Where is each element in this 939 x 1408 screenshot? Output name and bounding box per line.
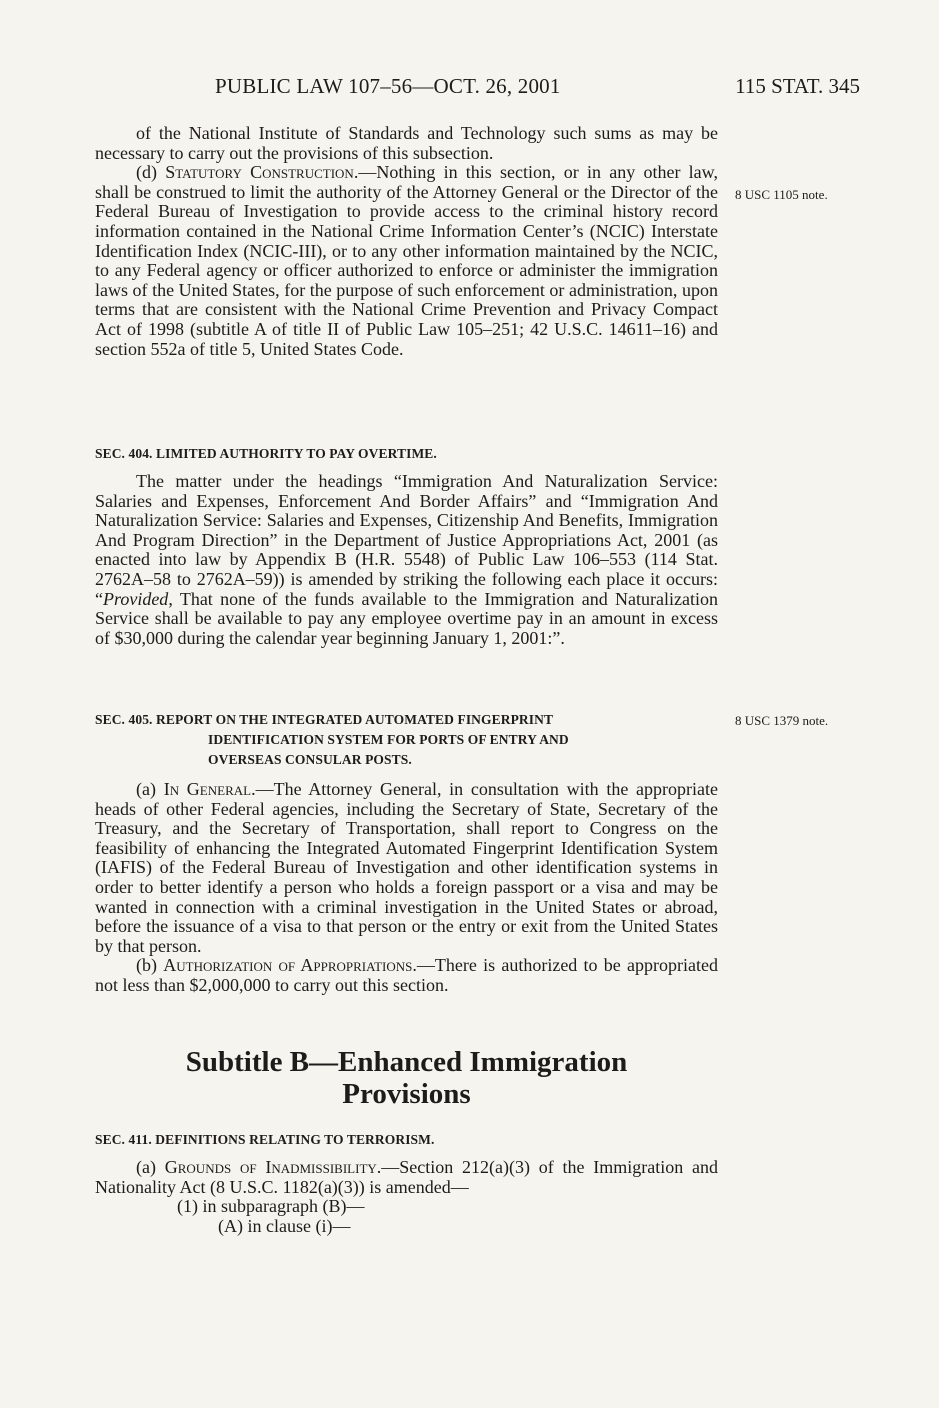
main-text-block-1: [95, 124, 718, 359]
continuation-paragraph: of the National Institute of Standards and Technology such sums as may be necessary to carry out the provisions of this subsection.: [95, 123, 718, 163]
sec-405-heading-line-3: OVERSEAS CONSULAR POSTS.: [208, 752, 412, 767]
subtitle-line-1: Subtitle B—Enhanced Immigration: [185, 1046, 628, 1078]
subsection-d-text: .—Nothing in this section, or in any other law, shall be construed to limit the authority of the Attorney General or the Director of the Federal Bureau of Investigation to provide access to the criminal history record information contained in the National Crime Information Center’s (NCIC) Interstate Identification Index (NCIC-III), or to any other information maintained by the NCIC, to any Federal agency or officer authorized to enforce or administer the immigration laws of the United States, for the purpose of such enforcement or administration, upon terms that are consistent with the National Crime Prevention and Privacy Compact Act of 1998 (subtitle A of title II of Public Law 105–251; 42 U.S.C. 14611–16) and section 552a of title 5, United States Code.: [95, 162, 718, 359]
sec-404-heading: SEC. 404. LIMITED AUTHORITY TO PAY OVERTIME.: [95, 446, 437, 461]
sec-405-heading-line-2: IDENTIFICATION SYSTEM FOR PORTS OF ENTRY AND: [208, 732, 569, 747]
sec-411-subsection-a: [95, 1158, 718, 1197]
sec-404-block: [95, 444, 718, 648]
subsection-a-number: (a): [136, 779, 164, 799]
paragraph-1: (1) in subparagraph (B)—: [177, 1196, 365, 1217]
subsection-d-number: (d): [136, 162, 166, 183]
subsection-b-text: .—There is authorized to be appropriated not less than $2,000,000 to carry out this section.: [95, 955, 718, 995]
subtitle-heading: [95, 1046, 718, 1110]
subsection-d: [95, 163, 718, 359]
subtitle-line-2: Provisions: [342, 1078, 471, 1110]
sec-411-a-caption: Grounds of Inadmissibility: [164, 1157, 377, 1177]
sec-411-a-number: (a): [136, 1157, 165, 1177]
subsection-b-number: (b): [136, 955, 164, 976]
stat-citation: 115 STAT. 345: [735, 74, 860, 98]
subsection-b-caption: Authorization of Appropriations: [163, 955, 413, 976]
subsection-d-caption: Statutory Construction: [165, 162, 354, 183]
sec-411-heading: SEC. 411. DEFINITIONS RELATING TO TERRORISM.: [95, 1132, 435, 1147]
sec-405-block: [95, 710, 718, 996]
running-head: PUBLIC LAW 107–56—OCT. 26, 2001: [215, 74, 561, 98]
margin-note-sec-d: 8 USC 1105 note.: [735, 187, 828, 202]
sec-405-subsection-b: [95, 956, 718, 995]
page-header: [95, 74, 860, 104]
sec-404-text-a: The matter under the headings “Immigration And Naturalization Service: Salaries and Expenses, Enforcement And Border Affairs” and “Immigration And Naturalization Service: Salaries and Expenses, Citizenship And Benefits, Immigration And Program Direction” in the Department of Justice Appropriations Act, 2001 (as enacted into law by Appendix B (H.R. 5548) of Public Law 106–553 (114 Stat. 2762A–58 to 2762A–59)) is amended by striking the following each place it occurs: “: [95, 471, 718, 609]
subsection-a-caption: In General: [163, 779, 252, 799]
margin-note-sec-405: 8 USC 1379 note.: [735, 713, 829, 728]
sec-405-subsection-a: [95, 780, 718, 956]
subsection-a-text: .—The Attorney General, in consultation with the appropriate heads of other Federal agencies, including the Secretary of State, Secretary of the Treasury, and the Secretary of Transportation, shall report to Congress on the feasibility of enhancing the Integrated Automated Fingerprint Identification System (IAFIS) of the Federal Bureau of Investigation and other identification systems in order to better identify a person who holds a foreign passport or a visa and may be wanted in connection with a criminal investigation in the United States or abroad, before the issuance of a visa to that person or the entry or exit from the United States by that person.: [95, 779, 718, 956]
sec-404-italic: Provided: [103, 588, 169, 609]
subparagraph-a: (A) in clause (i)—: [218, 1215, 351, 1236]
sec-405-heading-line-1: SEC. 405. REPORT ON THE INTEGRATED AUTOMATED FINGERPRINT: [95, 712, 554, 727]
sec-411-block: [95, 1130, 718, 1236]
sec-404-text-b: , That none of the funds available to the Immigration and Naturalization Service shall be available to pay any employee overtime pay in an amount in excess of $30,000 during the calendar year beginning January 1, 2001:”.: [95, 588, 718, 648]
sec-411-a-text: .—Section 212(a)(3) of the Immigration and Nationality Act (8 U.S.C. 1182(a)(3)) is amended—: [95, 1157, 718, 1197]
sec-404-paragraph: [95, 472, 718, 648]
